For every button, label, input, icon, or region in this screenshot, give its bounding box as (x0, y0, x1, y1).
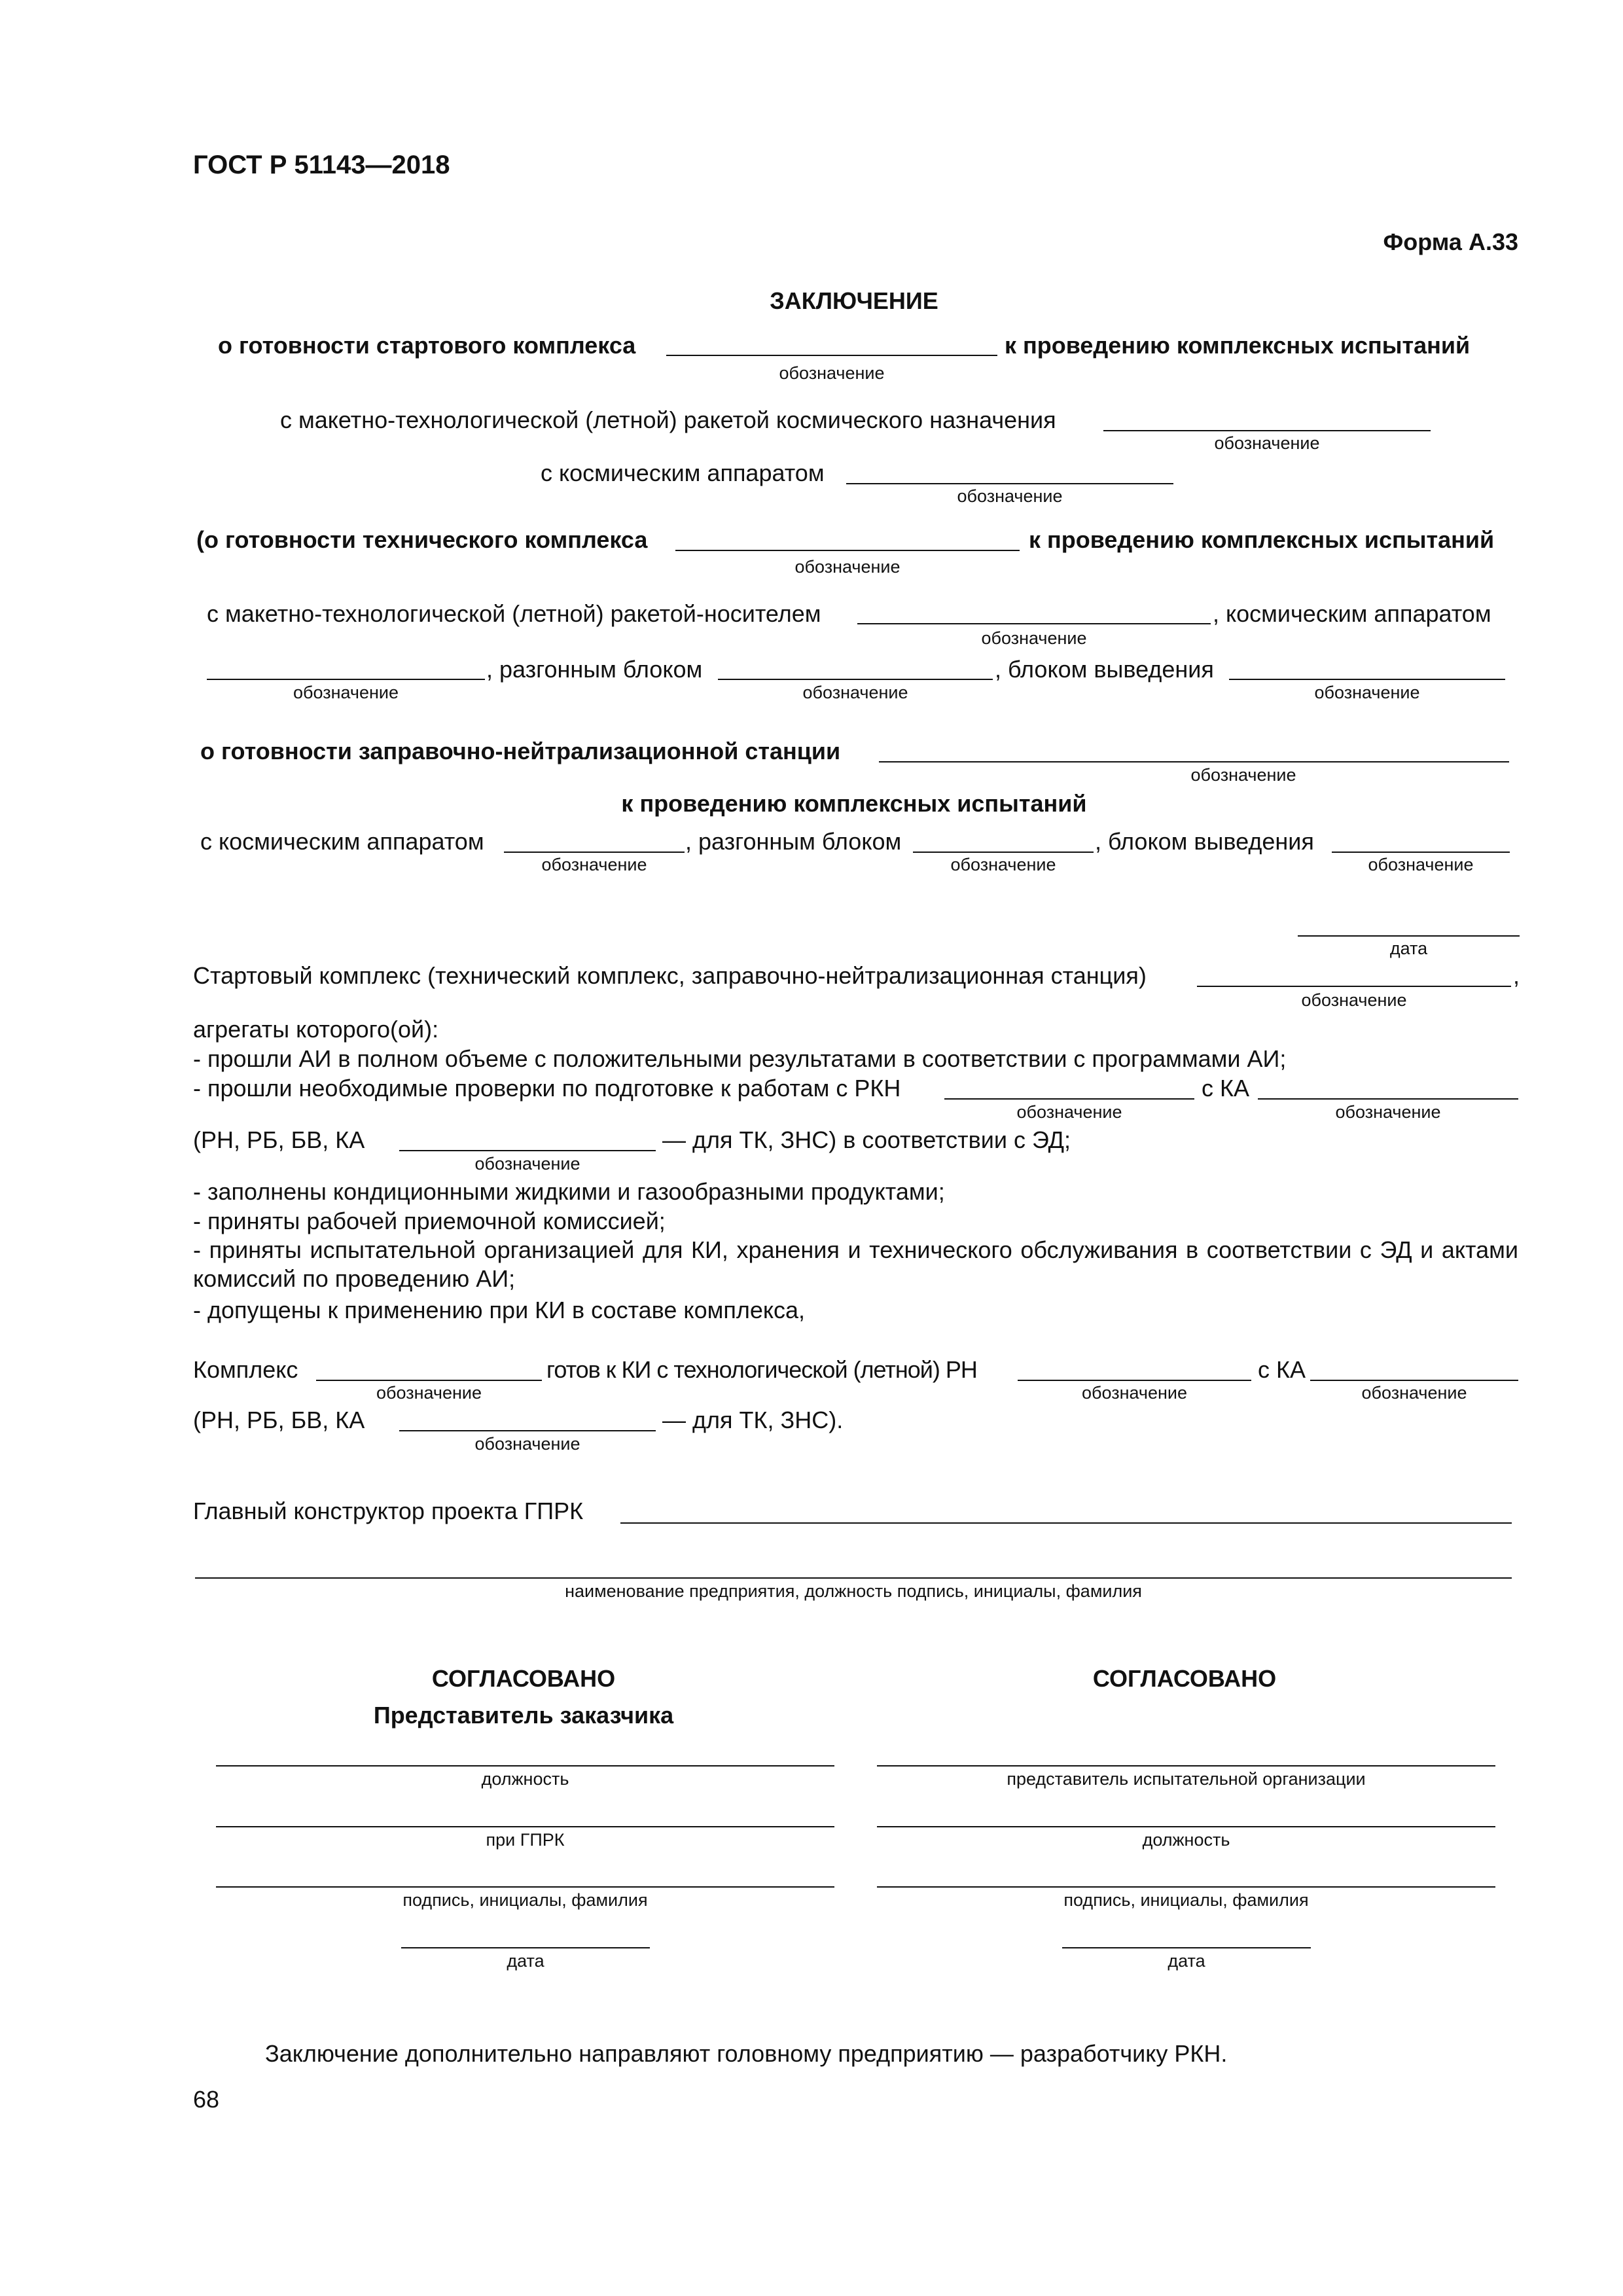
date-caption: дата (1389, 939, 1428, 958)
complex-cont-post: — для ТК, ЗНС). (662, 1407, 844, 1433)
customer-date-line[interactable] (401, 1947, 650, 1948)
designation-caption: обозначение (474, 1154, 580, 1174)
launch-vehicle-designation-line-2[interactable] (1018, 1380, 1251, 1381)
test-org-date-line[interactable] (1062, 1947, 1311, 1948)
bullet-2-cont-pre: (РН, РБ, БВ, КА (193, 1126, 365, 1153)
designation-caption: обозначение (1368, 855, 1474, 874)
complex-designation-line[interactable] (1197, 986, 1511, 987)
designation-caption: обозначение (1301, 990, 1407, 1010)
bullet-6: - допущены к применению при КИ в составе комплекса, (193, 1297, 806, 1323)
organization-line[interactable] (195, 1577, 1512, 1579)
technical-line2-post: , космическим аппаратом (1213, 600, 1491, 627)
fueling-line1: о готовности заправочно-нейтрализационной станции (200, 738, 841, 764)
designation-caption: обозначение (376, 1383, 482, 1403)
designation-caption: обозначение (957, 486, 1063, 506)
complex-cont-pre: (РН, РБ, БВ, КА (193, 1407, 365, 1433)
upper-stage-designation-line-2[interactable] (913, 852, 1094, 853)
footer-note: Заключение дополнительно направляют головному предприятию — разработчику РКН. (265, 2040, 1228, 2067)
aggregates-text: агрегаты которого(ой): (193, 1016, 439, 1043)
launch-line1-post: к проведению комплексных испытаний (1005, 332, 1471, 359)
technical-line3-b: , блоком выведения (995, 656, 1214, 683)
designation-caption: обозначение (950, 855, 1056, 874)
complex-name-designation-line[interactable] (316, 1380, 542, 1381)
designation-caption: обозначение (1214, 433, 1320, 453)
designation-caption: обозначение (541, 855, 647, 874)
bullet-2-cont-post: — для ТК, ЗНС) в соответствии с ЭД; (662, 1126, 1071, 1153)
launch-line1-pre: о готовности стартового комплекса (218, 332, 636, 359)
designation-caption: обозначение (981, 628, 1087, 648)
designation-caption: обозначение (1016, 1102, 1122, 1122)
technical-line2-pre: с макетно-технологической (летной) ракетой-носителем (207, 600, 821, 627)
spacecraft-designation-line-2[interactable] (207, 679, 485, 680)
fueling-line3-b: , разгонным блоком (685, 828, 902, 855)
launch-complex-designation-line[interactable] (666, 355, 997, 356)
position-caption: должность (481, 1769, 569, 1789)
fueling-line3-a: с космическим аппаратом (200, 828, 484, 855)
ka-designation-line-2[interactable] (1310, 1380, 1518, 1381)
test-org-position-line[interactable] (877, 1826, 1495, 1827)
orbital-module-designation-line-2[interactable] (1332, 852, 1510, 853)
ka-designation-line[interactable] (1258, 1098, 1518, 1100)
orbital-module-designation-line[interactable] (1229, 679, 1505, 680)
test-org-signature-line[interactable] (877, 1886, 1495, 1888)
technical-line1-post: к проведению комплексных испытаний (1029, 526, 1495, 553)
complex-ka: с КА (1258, 1356, 1306, 1383)
date-caption: дата (1168, 1951, 1205, 1971)
approval-left-subtitle: Представитель заказчика (373, 1702, 674, 1729)
upper-stage-designation-line[interactable] (718, 679, 993, 680)
fueling-line3-c: , блоком выведения (1095, 828, 1314, 855)
bullet-5: - приняты испытательной организацией для КИ, хранения и технического обслуживания в соответствии с ЭД и актами комиссий по проведению АИ; (193, 1236, 1518, 1292)
launch-line3: с космическим аппаратом (541, 459, 825, 486)
designation-caption: обозначение (779, 363, 885, 383)
customer-position-line[interactable] (216, 1765, 834, 1767)
date-line[interactable] (1298, 935, 1520, 937)
signature-caption: подпись, инициалы, фамилия (1063, 1890, 1309, 1910)
designation-caption: обозначение (802, 683, 908, 702)
chief-designer-line[interactable] (620, 1522, 1512, 1524)
designation-caption: обозначение (794, 557, 901, 577)
rn-rb-bv-ka-designation-line-2[interactable] (399, 1430, 656, 1431)
fueling-line2: к проведению комплексных испытаний (621, 790, 1087, 817)
technical-line3-a: , разгонным блоком (486, 656, 703, 683)
designation-caption: обозначение (1082, 1383, 1187, 1403)
fueling-station-designation-line[interactable] (879, 761, 1509, 762)
complex-mid: готов к КИ с технологической (летной) РН (546, 1356, 977, 1383)
organization-caption: наименование предприятия, должность подпись, инициалы, фамилия (565, 1581, 1142, 1601)
designation-caption: обозначение (1335, 1102, 1441, 1122)
customer-signature-line[interactable] (216, 1886, 834, 1888)
complex-pre: Комплекс (193, 1356, 298, 1383)
customer-gprk-line[interactable] (216, 1826, 834, 1827)
bullet-3: - заполнены кондиционными жидкими и газообразными продуктами; (193, 1178, 945, 1205)
designation-caption: обозначение (474, 1434, 580, 1454)
launch-line2: с макетно-технологической (летной) ракетой космического назначения (280, 406, 1056, 433)
signature-caption: подпись, инициалы, фамилия (402, 1890, 648, 1910)
test-org-representative-line[interactable] (877, 1765, 1495, 1767)
bullet-4: - приняты рабочей приемочной комиссией; (193, 1208, 666, 1234)
spacecraft-designation-line[interactable] (846, 483, 1173, 484)
chief-designer-label: Главный конструктор проекта ГПРК (193, 1498, 584, 1524)
bullet-1: - прошли АИ в полном объеме с положительными результатами в соответствии с программами АИ; (193, 1045, 1287, 1072)
intro-end: , (1513, 962, 1520, 989)
designation-caption: обозначение (1190, 765, 1296, 785)
technical-line1-pre: (о готовности технического комплекса (196, 526, 648, 553)
approval-right-title: СОГЛАСОВАНО (1092, 1665, 1277, 1692)
designation-caption: обозначение (1314, 683, 1420, 702)
position-caption: должность (1142, 1830, 1230, 1850)
technical-complex-designation-line[interactable] (675, 550, 1020, 551)
launch-vehicle-designation-line[interactable] (857, 623, 1211, 624)
designation-caption: обозначение (293, 683, 399, 702)
rocket-designation-line[interactable] (1103, 430, 1431, 431)
test-org-rep-caption: представитель испытательной организации (1007, 1769, 1366, 1789)
bullet-2-pre: - прошли необходимые проверки по подготовке к работам с РКН (193, 1075, 901, 1102)
spacecraft-designation-line-3[interactable] (504, 852, 685, 853)
rkn-designation-line[interactable] (944, 1098, 1194, 1100)
bullet-2-mid: с КА (1202, 1075, 1249, 1102)
page-number: 68 (193, 2086, 220, 2113)
page-title: ЗАКЛЮЧЕНИЕ (770, 287, 938, 314)
document-code: ГОСТ Р 51143—2018 (193, 151, 450, 179)
approval-left-title: СОГЛАСОВАНО (431, 1665, 616, 1692)
designation-caption: обозначение (1361, 1383, 1467, 1403)
at-gprk-caption: при ГПРК (486, 1830, 565, 1850)
intro-text: Стартовый комплекс (технический комплекс, заправочно-нейтрализационная станция) (193, 962, 1147, 989)
rn-rb-bv-ka-designation-line[interactable] (399, 1150, 656, 1151)
form-number: Форма А.33 (1383, 228, 1518, 255)
date-caption: дата (507, 1951, 544, 1971)
